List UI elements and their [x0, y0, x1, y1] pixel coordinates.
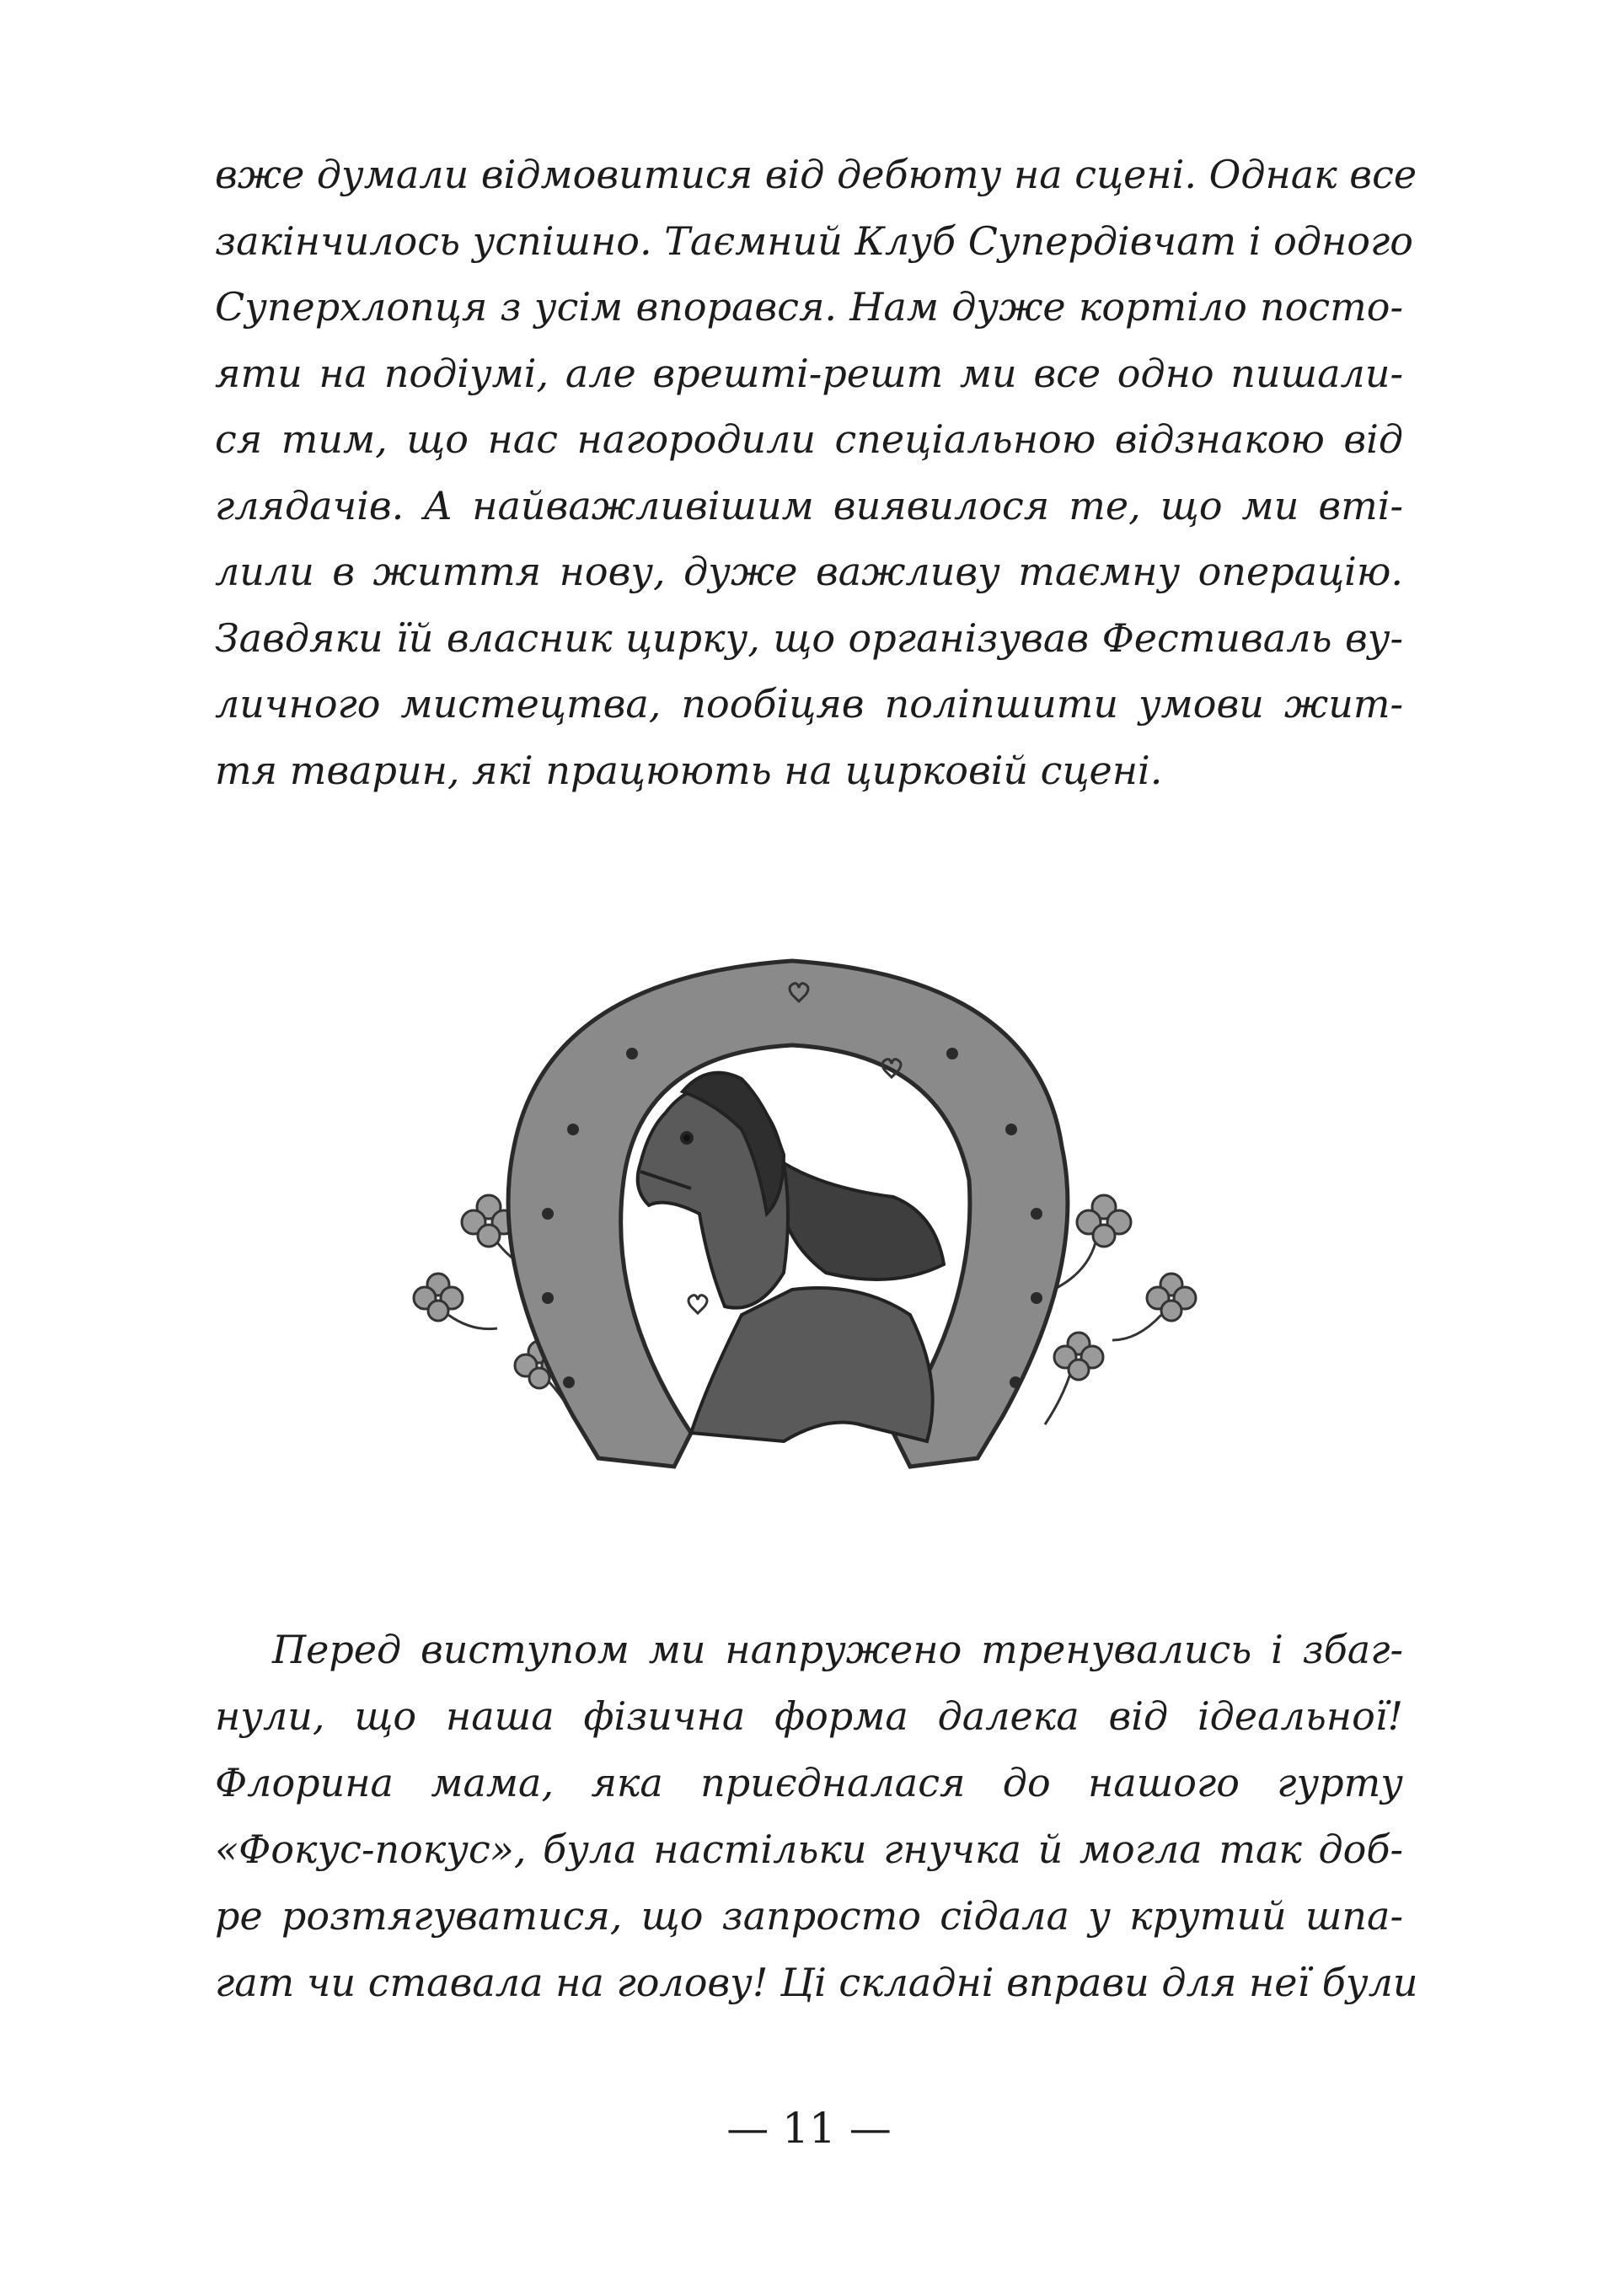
text-line: «Фокус-покус», була настільки гнучка й могла так доб-	[215, 1827, 1403, 1872]
text-line: Флорина мама, яка приєдналася до нашого гурту	[215, 1760, 1403, 1805]
text-line: ся тим, що нас нагородили спеціальною відзнакою від	[215, 416, 1403, 462]
text-line: ре розтягуватися, що запросто сідала у крутий шпа-	[215, 1893, 1403, 1939]
top-paragraph	[215, 142, 1417, 803]
text-line: тя тварин, які працюють на цирковій сцені.	[215, 747, 1163, 793]
text-line: личного мистецтва, пообіцяв поліпшити умови жит-	[215, 681, 1403, 727]
text-line: нули, що наша фізична форма далека від ідеальної!	[215, 1693, 1403, 1739]
text-line: Суперхлопця з усім впорався. Нам дуже кортіло посто-	[215, 284, 1403, 330]
text-line: гат чи ставала на голову! Ці складні вправи для неї були	[215, 1960, 1418, 2005]
text-line: Завдяки їй власник цирку, що організував Фестиваль ву-	[215, 614, 1403, 661]
text-line: яти на подіумі, але врешті-решт ми все одно пишали-	[215, 350, 1403, 396]
text-line: глядачів. А найважливішим виявилося те, що ми вті-	[215, 482, 1403, 528]
horseshoe-horse-illustration	[388, 910, 1230, 1500]
text-line: вже думали відмовитися від дебюту на сцені. Однак все	[215, 152, 1417, 197]
bottom-paragraph	[215, 1617, 1418, 2016]
horse-figure	[638, 1073, 944, 1441]
text-line: Перед виступом ми напружено тренувались і збаг-	[272, 1627, 1403, 1672]
page-number: — 11 —	[726, 2104, 892, 2153]
text-line: лили в життя нову, дуже важливу таємну операцію.	[215, 549, 1403, 594]
text-line: закінчилось успішно. Таємний Клуб Супердівчат і одного	[215, 217, 1413, 264]
